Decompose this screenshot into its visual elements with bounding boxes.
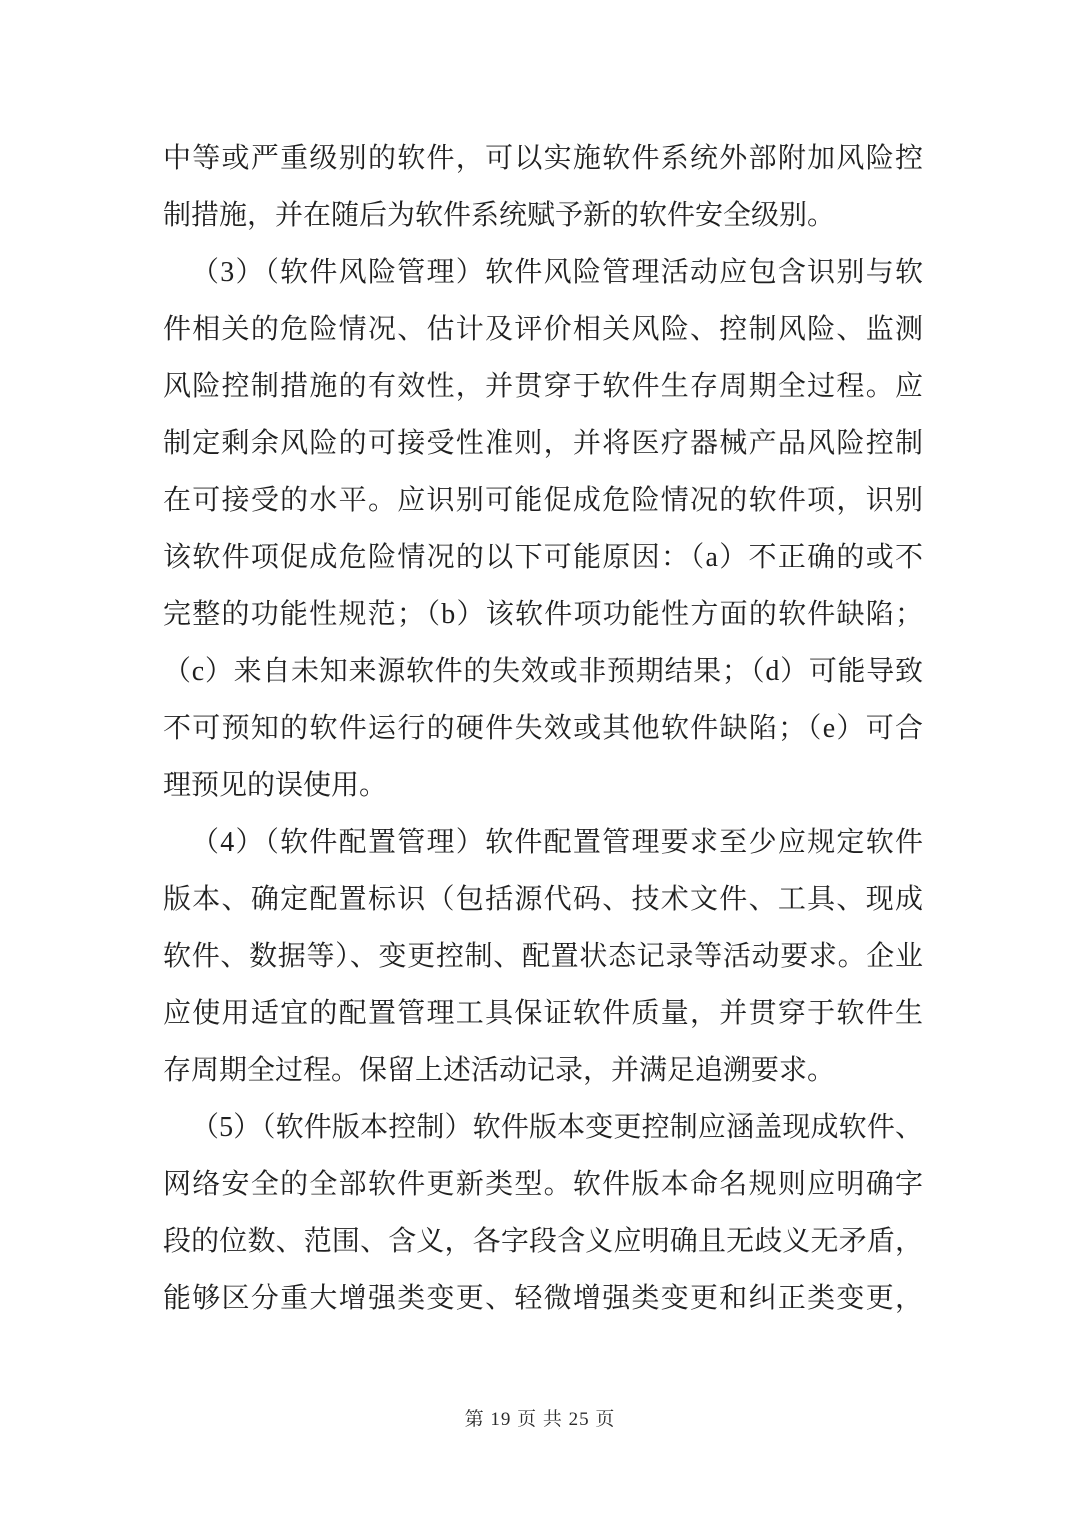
text-line: （3）（软件风险管理）软件风险管理活动应包含识别与软 (191, 257, 923, 288)
paragraph-item-5-software-version-control (163, 1099, 923, 1327)
text-line: 能够区分重大增强类变更、轻微增强类变更和纠正类变更， (163, 1283, 923, 1314)
text-line: 风险控制措施的有效性，并贯穿于软件生存周期全过程。应 (163, 371, 923, 402)
text-line: 该软件项促成危险情况的以下可能原因：（a）不正确的或不 (163, 542, 923, 573)
document-body (163, 130, 923, 1327)
text-line: 中等或严重级别的软件，可以实施软件系统外部附加风险控 (163, 143, 923, 174)
text-line: 版本、确定配置标识（包括源代码、技术文件、工具、现成 (163, 884, 923, 915)
text-line: 段的位数、范围、含义，各字段含义应明确且无歧义无矛盾， (163, 1226, 923, 1257)
page-number-footer: 第 19 页 共 25 页 (464, 1409, 616, 1430)
text-line: 软件、数据等）、变更控制、配置状态记录等活动要求。企业 (163, 941, 923, 972)
text-line: （4）（软件配置管理）软件配置管理要求至少应规定软件 (191, 827, 923, 858)
text-line: 应使用适宜的配置管理工具保证软件质量，并贯穿于软件生 (163, 998, 923, 1029)
text-line: 网络安全的全部软件更新类型。软件版本命名规则应明确字 (163, 1169, 923, 1200)
text-line: （5）（软件版本控制）软件版本变更控制应涵盖现成软件、 (191, 1112, 923, 1143)
text-line: （c）来自未知来源软件的失效或非预期结果；（d）可能导致 (163, 656, 923, 687)
paragraph-item-3-software-risk-management (163, 244, 923, 814)
text-line: 在可接受的水平。应识别可能促成危险情况的软件项，识别 (163, 485, 923, 516)
paragraph-item-4-software-configuration-management (163, 814, 923, 1099)
text-line: 完整的功能性规范；（b）该软件项功能性方面的软件缺陷； (163, 599, 923, 630)
paragraph-continuation (163, 130, 923, 244)
text-line: 理预见的误使用。 (163, 770, 388, 801)
text-line: 不可预知的软件运行的硬件失效或其他软件缺陷；（e）可合 (163, 713, 923, 744)
text-line: 制措施，并在随后为软件系统赋予新的软件安全级别。 (163, 200, 836, 231)
text-line: 件相关的危险情况、估计及评价相关风险、控制风险、监测 (163, 314, 923, 345)
text-line: 存周期全过程。保留上述活动记录，并满足追溯要求。 (163, 1055, 836, 1086)
text-line: 制定剩余风险的可接受性准则，并将医疗器械产品风险控制 (163, 428, 923, 459)
